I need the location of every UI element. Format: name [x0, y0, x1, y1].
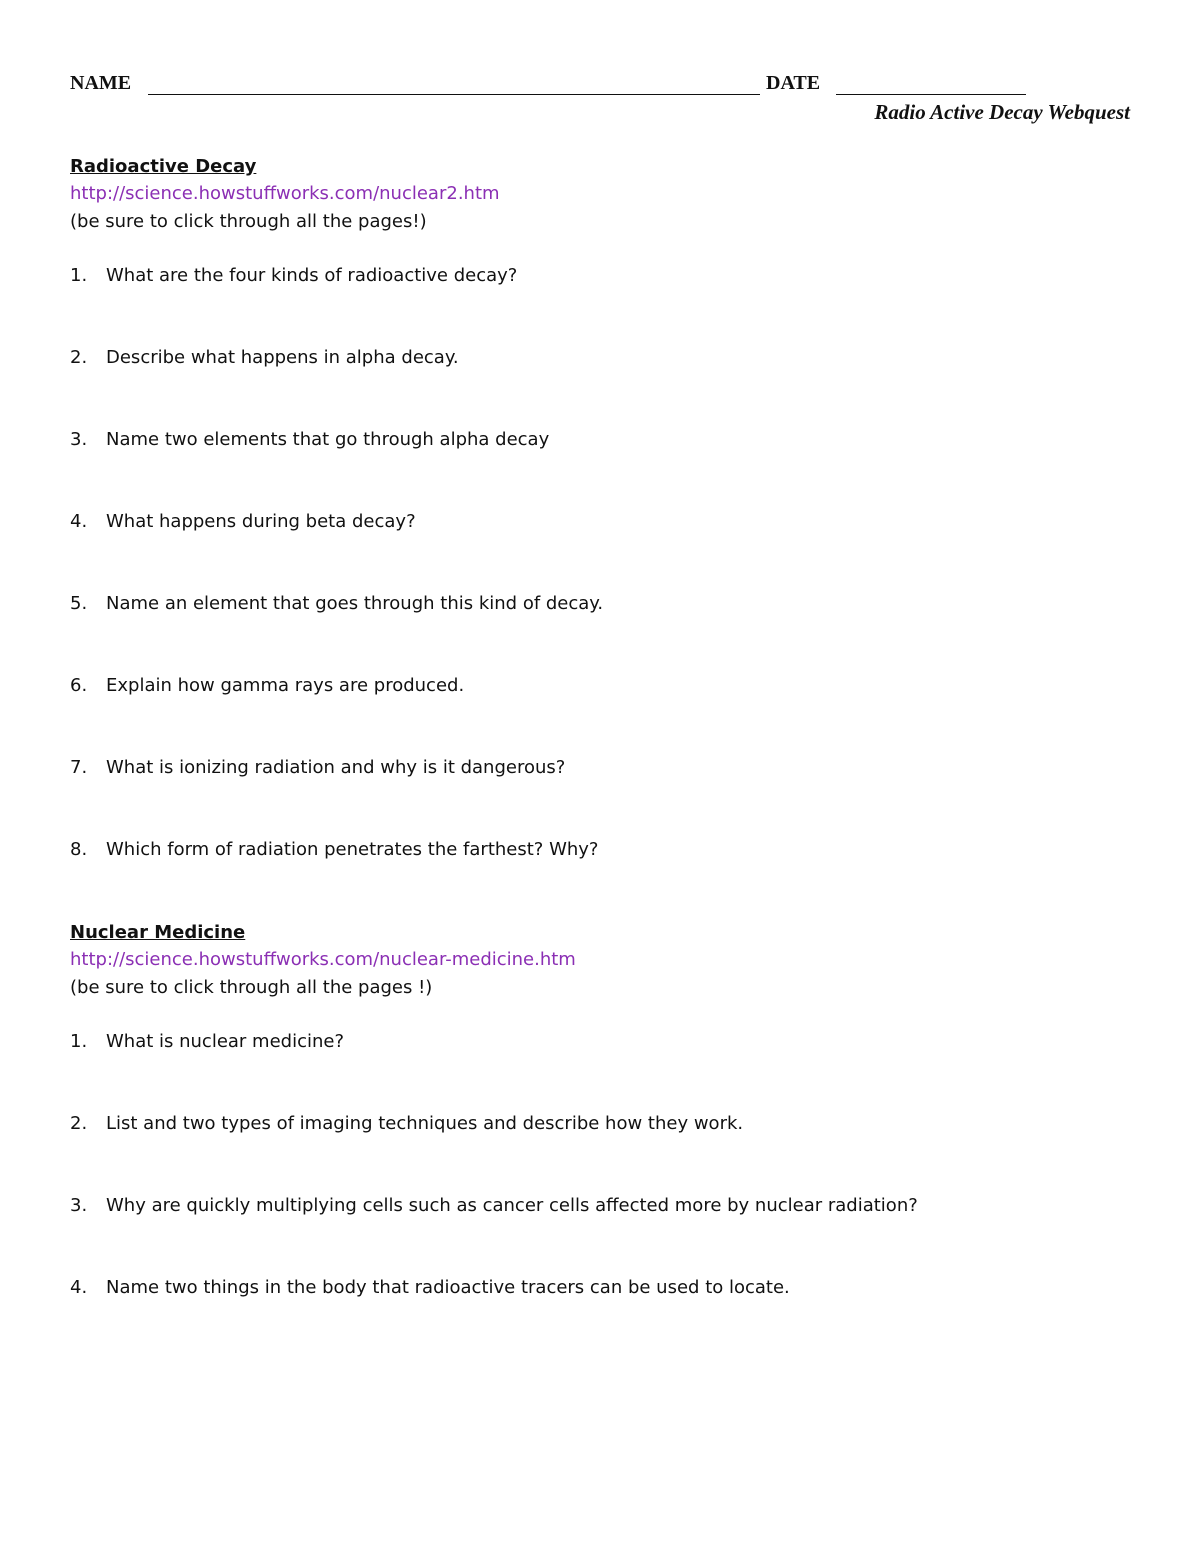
question-list: [70, 1028, 1130, 1356]
question-text: Name two elements that go through alpha decay: [106, 429, 550, 450]
section-link[interactable]: http://science.howstuffworks.com/nuclear-medicine.htm: [70, 949, 576, 970]
section-nuclear-medicine: [70, 920, 1130, 1356]
question-number: 4.: [70, 1277, 88, 1298]
question-number: 1.: [70, 265, 88, 286]
question-number: 7.: [70, 757, 88, 778]
question-text: Describe what happens in alpha decay.: [106, 347, 459, 368]
section-title: Radioactive Decay: [70, 156, 257, 177]
section-title: Nuclear Medicine: [70, 922, 246, 943]
question-item: [70, 1274, 1130, 1356]
question-item: [70, 590, 1130, 672]
question-number: 1.: [70, 1031, 88, 1052]
section-link[interactable]: http://science.howstuffworks.com/nuclear2.htm: [70, 183, 500, 204]
question-text: What is ionizing radiation and why is it dangerous?: [106, 757, 566, 778]
question-text: Which form of radiation penetrates the farthest? Why?: [106, 839, 599, 860]
section-note: (be sure to click through all the pages !): [70, 977, 433, 998]
header-row: [70, 72, 1040, 100]
question-text: Name two things in the body that radioactive tracers can be used to locate.: [106, 1277, 790, 1298]
question-text: Why are quickly multiplying cells such as cancer cells affected more by nuclear radiation?: [106, 1195, 918, 1216]
question-item: [70, 1192, 1130, 1274]
question-number: 6.: [70, 675, 88, 696]
question-item: [70, 1110, 1130, 1192]
question-text: List and two types of imaging techniques and describe how they work.: [106, 1113, 744, 1134]
question-list: [70, 262, 1130, 918]
question-item: [70, 508, 1130, 590]
question-number: 8.: [70, 839, 88, 860]
question-text: What is nuclear medicine?: [106, 1031, 345, 1052]
name-label: NAME: [70, 72, 132, 94]
section-radioactive-decay: [70, 154, 1130, 918]
question-item: [70, 426, 1130, 508]
question-number: 5.: [70, 593, 88, 614]
question-text: What are the four kinds of radioactive decay?: [106, 265, 518, 286]
question-text: Name an element that goes through this kind of decay.: [106, 593, 604, 614]
question-item: [70, 1028, 1130, 1110]
question-item: [70, 344, 1130, 426]
question-text: What happens during beta decay?: [106, 511, 416, 532]
question-number: 3.: [70, 1195, 88, 1216]
question-number: 4.: [70, 511, 88, 532]
name-blank-line[interactable]: [148, 94, 760, 95]
question-item: [70, 262, 1130, 344]
question-number: 2.: [70, 347, 88, 368]
question-item: [70, 836, 1130, 918]
date-label: DATE: [766, 72, 821, 94]
question-text: Explain how gamma rays are produced.: [106, 675, 465, 696]
question-number: 2.: [70, 1113, 88, 1134]
worksheet-title: Radio Active Decay Webquest: [874, 100, 1130, 124]
date-blank-line[interactable]: [836, 94, 1026, 95]
section-note: (be sure to click through all the pages!): [70, 211, 427, 232]
question-item: [70, 754, 1130, 836]
question-item: [70, 672, 1130, 754]
question-number: 3.: [70, 429, 88, 450]
